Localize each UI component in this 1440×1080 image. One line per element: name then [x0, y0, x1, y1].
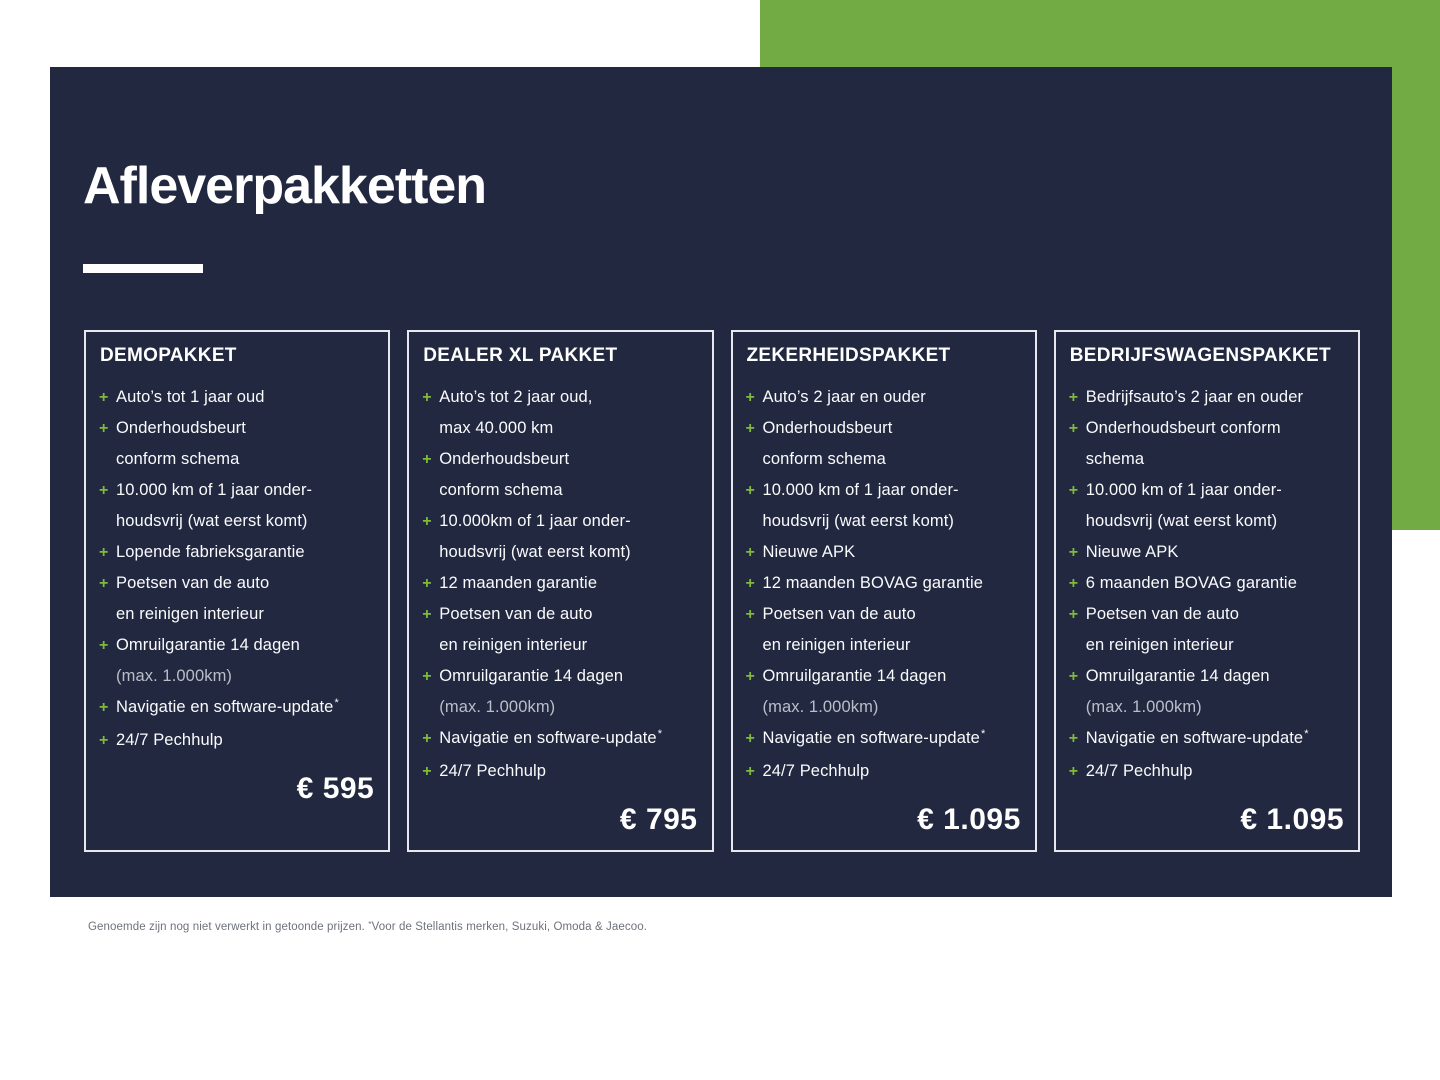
feature-line: Poetsen van de auto	[1085, 605, 1240, 623]
feature-item	[746, 568, 1022, 599]
feature-item	[746, 599, 1022, 661]
feature-lines	[763, 756, 1022, 787]
feature-line: conform schema	[439, 481, 563, 499]
package-card	[84, 330, 390, 852]
plus-icon: +	[745, 668, 755, 685]
feature-lines	[116, 382, 375, 413]
feature-line: 10.000km of 1 jaar onder-	[439, 512, 631, 530]
plus-icon: +	[745, 575, 755, 592]
feature-line: Omruilgarantie 14 dagen	[116, 636, 300, 654]
footnote-marker: *	[334, 697, 339, 709]
content-panel	[50, 67, 1392, 897]
feature-line: Onderhoudsbeurt	[116, 419, 246, 437]
feature-item	[99, 568, 375, 630]
package-card	[1054, 330, 1360, 852]
package-price: € 595	[296, 772, 375, 805]
feature-line: en reinigen interieur	[439, 636, 588, 654]
feature-lines	[439, 444, 698, 506]
feature-line: max 40.000 km	[439, 419, 554, 437]
feature-lines	[1086, 475, 1345, 537]
feature-line: Poetsen van de auto	[762, 605, 916, 623]
feature-lines	[116, 630, 375, 692]
feature-item	[99, 475, 375, 537]
plus-icon: +	[1068, 763, 1079, 780]
feature-line: en reinigen interieur	[1085, 636, 1234, 654]
feature-item	[746, 413, 1022, 475]
feature-lines	[116, 475, 375, 537]
feature-line: 10.000 km of 1 jaar onder-	[762, 481, 959, 499]
plus-icon: +	[745, 389, 755, 406]
feature-line: Omruilgarantie 14 dagen	[1085, 667, 1270, 685]
package-title: DEMOPAKKET	[100, 345, 237, 366]
plus-icon: +	[99, 420, 109, 437]
feature-lines	[763, 475, 1022, 537]
feature-line: en reinigen interieur	[762, 636, 911, 654]
feature-line: Poetsen van de auto	[116, 574, 270, 592]
feature-lines	[1086, 661, 1345, 723]
feature-line: Bedrijfsauto’s 2 jaar en ouder	[1085, 388, 1304, 406]
feature-item	[422, 723, 698, 756]
feature-lines	[116, 413, 375, 475]
plus-icon: +	[99, 544, 109, 561]
feature-item	[746, 537, 1022, 568]
plus-icon: +	[422, 451, 432, 468]
feature-item	[422, 568, 698, 599]
feature-lines	[763, 382, 1022, 413]
feature-item	[746, 756, 1022, 787]
feature-item	[746, 475, 1022, 537]
feature-line: houdsvrij (wat eerst komt)	[439, 543, 631, 561]
feature-lines	[763, 568, 1022, 599]
feature-line: schema	[1085, 450, 1145, 468]
plus-icon: +	[1068, 420, 1079, 437]
footnote-asterisk: *	[368, 919, 372, 929]
feature-line: Nieuwe APK	[1085, 543, 1179, 561]
feature-line: en reinigen interieur	[116, 605, 264, 623]
package-price: € 1.095	[917, 803, 1021, 836]
feature-line: Onderhoudsbeurt	[439, 450, 570, 468]
feature-line: conform schema	[116, 450, 240, 468]
footnote-marker: *	[1304, 728, 1309, 740]
title-underline-bar	[83, 264, 203, 273]
feature-line: 12 maanden garantie	[439, 574, 598, 592]
feature-item	[422, 382, 698, 444]
feature-line: Auto’s 2 jaar en ouder	[762, 388, 926, 406]
feature-line: Nieuwe APK	[762, 543, 856, 561]
feature-line: 24/7 Pechhulp	[762, 762, 870, 780]
package-price: € 1.095	[1240, 803, 1344, 836]
feature-lines	[763, 537, 1022, 568]
feature-item	[99, 382, 375, 413]
feature-line: houdsvrij (wat eerst komt)	[116, 512, 308, 530]
plus-icon: +	[422, 730, 432, 747]
feature-line: Navigatie en software-update*	[1085, 728, 1309, 747]
feature-lines	[1086, 723, 1345, 756]
feature-lines	[1086, 599, 1345, 661]
feature-line: Navigatie en software-update*	[116, 697, 339, 716]
feature-item	[422, 661, 698, 723]
feature-item	[1069, 537, 1345, 568]
plus-icon: +	[422, 668, 432, 685]
feature-item	[99, 537, 375, 568]
footnote	[88, 921, 647, 933]
package-card	[407, 330, 713, 852]
plus-icon: +	[422, 606, 432, 623]
feature-item	[1069, 723, 1345, 756]
plus-icon: +	[99, 575, 109, 592]
plus-icon: +	[1068, 730, 1079, 747]
feature-line: Lopende fabrieksgarantie	[116, 543, 305, 561]
feature-item	[1069, 599, 1345, 661]
feature-line: 24/7 Pechhulp	[116, 731, 223, 749]
feature-line: 12 maanden BOVAG garantie	[762, 574, 983, 592]
plus-icon: +	[745, 606, 755, 623]
feature-line: houdsvrij (wat eerst komt)	[762, 512, 954, 530]
feature-item	[99, 725, 375, 756]
plus-icon: +	[1068, 544, 1079, 561]
feature-item	[1069, 475, 1345, 537]
feature-lines	[439, 723, 698, 756]
feature-item	[1069, 382, 1345, 413]
plus-icon: +	[99, 732, 109, 749]
plus-icon: +	[745, 763, 755, 780]
plus-icon: +	[745, 420, 755, 437]
feature-line: houdsvrij (wat eerst komt)	[1085, 512, 1278, 530]
package-price: € 795	[619, 803, 698, 836]
feature-item	[99, 692, 375, 725]
feature-item	[1069, 568, 1345, 599]
package-title: ZEKERHEIDSPAKKET	[746, 345, 951, 366]
feature-line: 10.000 km of 1 jaar onder-	[116, 481, 313, 499]
page-title: Afleverpakketten	[83, 157, 487, 215]
feature-lines	[1086, 413, 1345, 475]
feature-line: Omruilgarantie 14 dagen	[439, 667, 624, 685]
feature-lines	[763, 723, 1022, 756]
plus-icon: +	[1068, 668, 1079, 685]
feature-lines	[439, 599, 698, 661]
feature-lines	[439, 506, 698, 568]
feature-lines	[763, 413, 1022, 475]
plus-icon: +	[1068, 606, 1079, 623]
feature-lines	[439, 756, 698, 787]
feature-lines	[763, 599, 1022, 661]
feature-item	[422, 756, 698, 787]
feature-item	[746, 723, 1022, 756]
plus-icon: +	[99, 699, 109, 716]
feature-list	[422, 382, 698, 787]
plus-icon: +	[745, 482, 755, 499]
plus-icon: +	[99, 482, 109, 499]
feature-item	[422, 444, 698, 506]
feature-line: (max. 1.000km)	[762, 698, 879, 716]
feature-line: 24/7 Pechhulp	[1085, 762, 1193, 780]
feature-list	[746, 382, 1022, 787]
footnote-text-1: Genoemde zijn nog niet verwerkt in getoonde prijzen.	[88, 921, 369, 933]
feature-item	[1069, 661, 1345, 723]
plus-icon: +	[422, 513, 432, 530]
plus-icon: +	[422, 389, 432, 406]
feature-line: Navigatie en software-update*	[762, 728, 986, 747]
feature-lines	[439, 661, 698, 723]
feature-line: Onderhoudsbeurt conform	[1085, 419, 1281, 437]
feature-line: Onderhoudsbeurt	[762, 419, 893, 437]
package-title: BEDRIJFSWAGENSPAKKET	[1069, 345, 1331, 366]
feature-item	[1069, 413, 1345, 475]
feature-item	[422, 506, 698, 568]
feature-line: (max. 1.000km)	[116, 667, 233, 685]
feature-item	[99, 413, 375, 475]
plus-icon: +	[1068, 482, 1079, 499]
plus-icon: +	[99, 389, 109, 406]
package-card	[731, 330, 1037, 852]
feature-lines	[439, 382, 698, 444]
feature-lines	[439, 568, 698, 599]
feature-lines	[1086, 537, 1345, 568]
footnote-marker: *	[980, 728, 986, 740]
footnote-text-2: Voor de Stellantis merken, Suzuki, Omoda & Jaecoo.	[371, 921, 647, 933]
plus-icon: +	[745, 544, 755, 561]
feature-line: Omruilgarantie 14 dagen	[762, 667, 947, 685]
feature-line: Auto’s tot 2 jaar oud,	[439, 388, 593, 406]
feature-lines	[116, 568, 375, 630]
feature-line: Poetsen van de auto	[439, 605, 593, 623]
feature-item	[746, 661, 1022, 723]
feature-lines	[116, 725, 375, 756]
feature-line: 6 maanden BOVAG garantie	[1085, 574, 1297, 592]
feature-line: conform schema	[762, 450, 886, 468]
feature-item	[746, 382, 1022, 413]
feature-lines	[116, 692, 375, 725]
feature-lines	[763, 661, 1022, 723]
plus-icon: +	[1068, 575, 1079, 592]
cards-row	[84, 330, 1360, 852]
feature-line: 24/7 Pechhulp	[439, 762, 547, 780]
plus-icon: +	[1068, 389, 1079, 406]
feature-list	[99, 382, 375, 756]
feature-item	[422, 599, 698, 661]
plus-icon: +	[99, 637, 109, 654]
feature-lines	[116, 537, 375, 568]
feature-list	[1069, 382, 1345, 787]
footnote-marker: *	[657, 728, 663, 740]
package-title: DEALER XL PAKKET	[423, 345, 618, 366]
feature-line: (max. 1.000km)	[1085, 698, 1202, 716]
plus-icon: +	[422, 763, 432, 780]
plus-icon: +	[745, 730, 755, 747]
feature-line: 10.000 km of 1 jaar onder-	[1085, 481, 1282, 499]
feature-item	[1069, 756, 1345, 787]
feature-lines	[1086, 756, 1345, 787]
feature-line: (max. 1.000km)	[439, 698, 556, 716]
feature-line: Auto’s tot 1 jaar oud	[116, 388, 265, 406]
feature-item	[99, 630, 375, 692]
feature-line: Navigatie en software-update*	[439, 728, 663, 747]
feature-lines	[1086, 568, 1345, 599]
feature-lines	[1086, 382, 1345, 413]
plus-icon: +	[422, 575, 432, 592]
